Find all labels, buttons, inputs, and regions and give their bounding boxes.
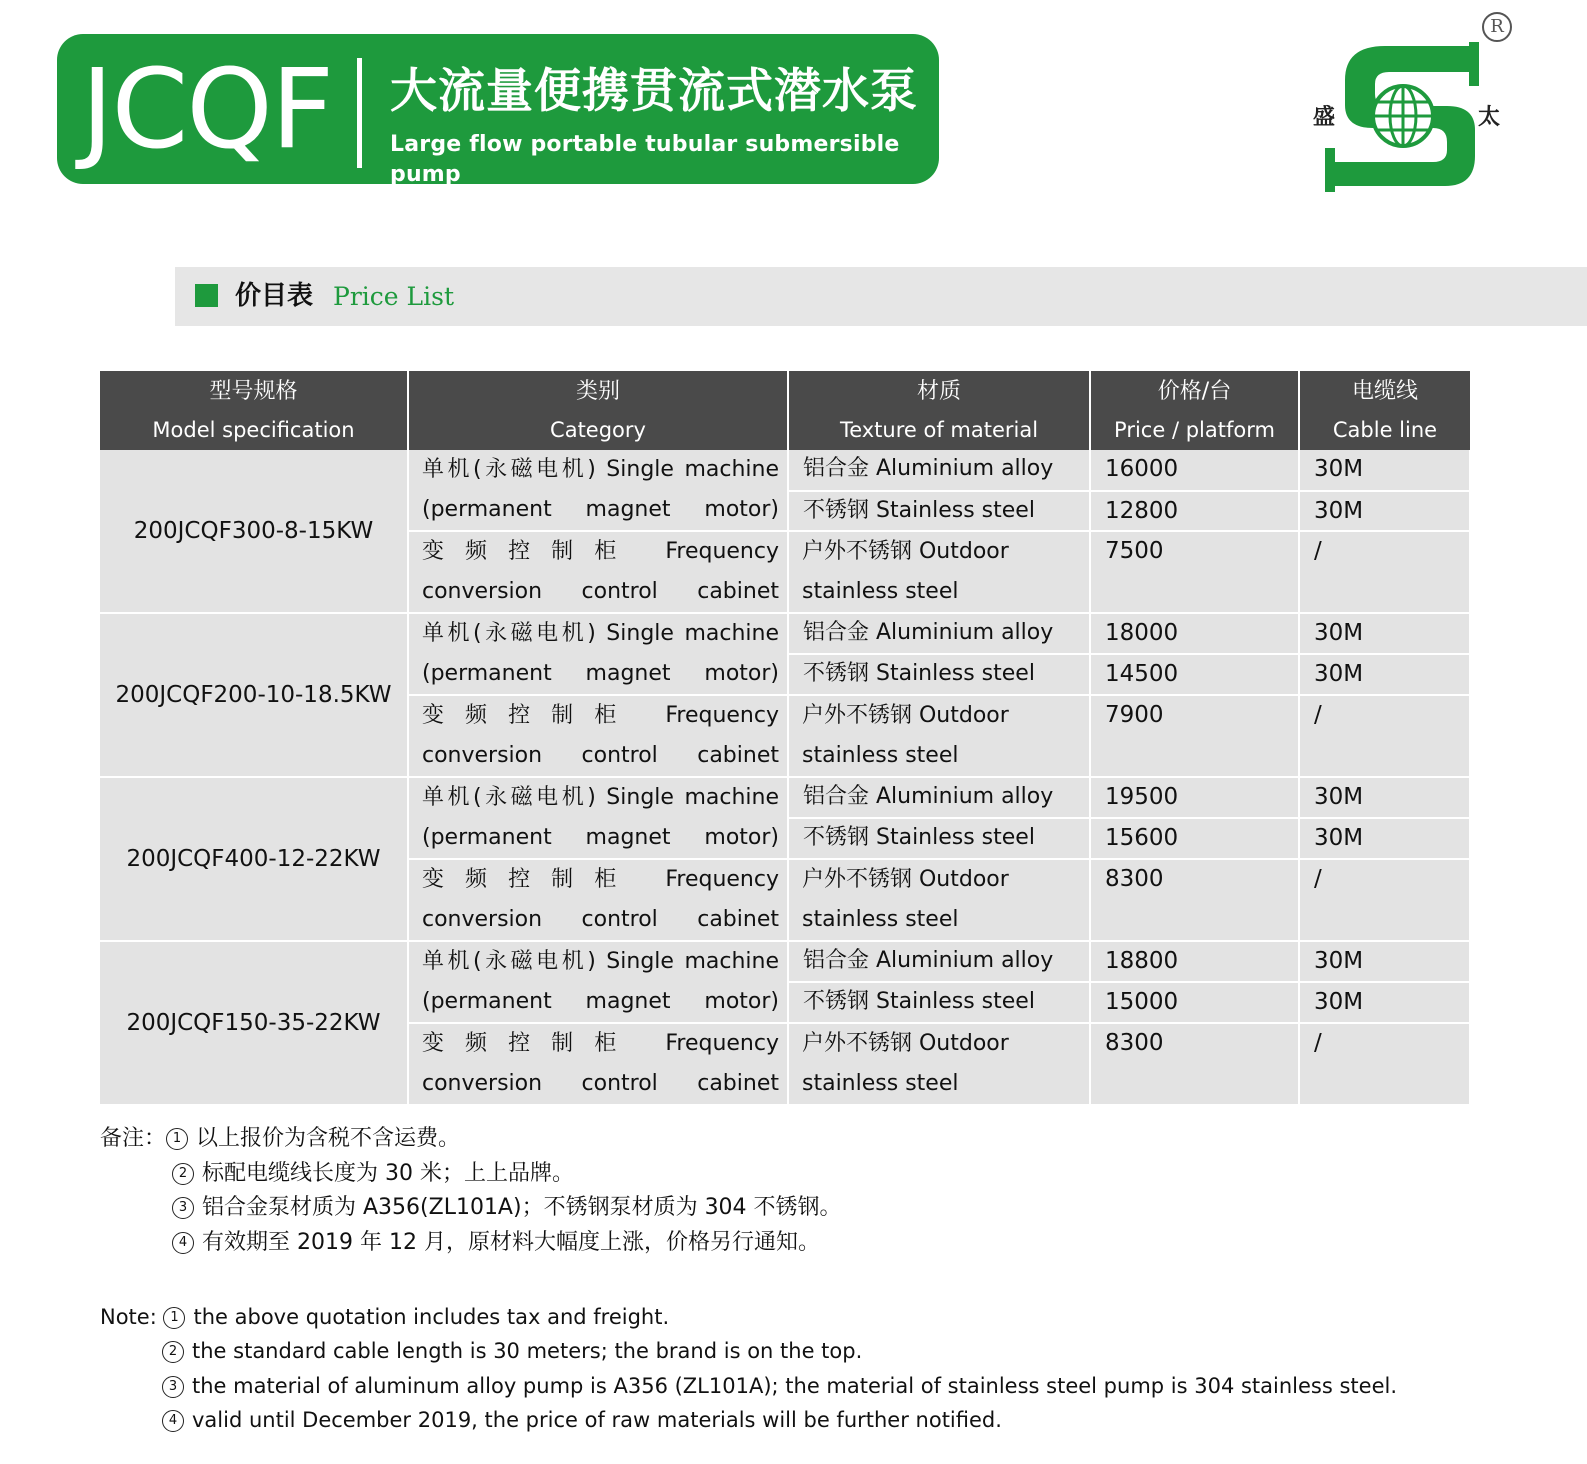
category-cell: 单机(永磁电机) Single machine (permanent magnet motor)	[408, 450, 788, 531]
header-price: 价格/台 Price / platform	[1090, 371, 1299, 450]
model-cell: 200JCQF300-8-15KW	[100, 450, 408, 613]
price-cell: 7500	[1090, 531, 1299, 613]
header-material: 材质 Texture of material	[788, 371, 1090, 450]
category-cell: 单机(永磁电机) Single machine (permanent magnet motor)	[408, 777, 788, 859]
note-en-row	[100, 1403, 1397, 1437]
banner-divider	[357, 58, 362, 168]
logo-char-left: 盛	[1313, 104, 1336, 130]
price-cell: 19500	[1090, 777, 1299, 818]
material-cell: 户外不锈钢 Outdoor stainless steel	[788, 1023, 1090, 1105]
note-en-text: valid until December 2019, the price of raw materials will be further notified.	[192, 1407, 1002, 1432]
notes-en	[100, 1300, 1397, 1437]
circled-number: 1	[163, 1307, 185, 1329]
material-cell: 不锈钢 Stainless steel	[788, 491, 1090, 532]
note-en-row	[100, 1369, 1397, 1403]
table-row	[100, 777, 1470, 818]
header-category: 类别 Category	[408, 371, 788, 450]
category-cell: 变频控制柜 Frequency conversion control cabinet	[408, 1023, 788, 1105]
material-cell: 户外不锈钢 Outdoor stainless steel	[788, 859, 1090, 941]
table-row	[100, 941, 1470, 982]
header-model: 型号规格 Model specification	[100, 371, 408, 450]
cable-cell: 30M	[1299, 941, 1470, 982]
category-cell: 单机(永磁电机) Single machine (permanent magnet motor)	[408, 941, 788, 1023]
product-title-en: Large flow portable tubular submersible pump	[390, 132, 900, 187]
circled-number: 3	[172, 1197, 194, 1219]
material-cell: 不锈钢 Stainless steel	[788, 818, 1090, 859]
circled-number: 3	[162, 1376, 184, 1398]
circled-number: 4	[172, 1232, 194, 1254]
notes-cn-label: 备注：	[100, 1126, 167, 1151]
price-cell: 8300	[1090, 859, 1299, 941]
note-cn-row	[100, 1157, 842, 1192]
note-cn-row	[100, 1122, 842, 1157]
price-cell: 12800	[1090, 491, 1299, 532]
cable-cell: 30M	[1299, 491, 1470, 532]
section-square-icon	[195, 284, 218, 307]
section-title-cn: 价目表	[235, 281, 314, 311]
note-cn-row	[100, 1191, 842, 1226]
cable-cell: /	[1299, 695, 1470, 777]
cable-cell: /	[1299, 1023, 1470, 1105]
category-cell: 变频控制柜 Frequency conversion control cabinet	[408, 859, 788, 941]
cable-cell: 30M	[1299, 982, 1470, 1023]
cable-cell: 30M	[1299, 450, 1470, 491]
table-header-row	[100, 371, 1470, 450]
cable-cell: 30M	[1299, 777, 1470, 818]
section-title-en: Price List	[333, 282, 454, 311]
material-cell: 户外不锈钢 Outdoor stainless steel	[788, 531, 1090, 613]
header-cable: 电缆线 Cable line	[1299, 371, 1470, 450]
category-cell: 单机(永磁电机) Single machine (permanent magnet motor)	[408, 613, 788, 695]
category-cell: 变频控制柜 Frequency conversion control cabinet	[408, 531, 788, 613]
model-cell: 200JCQF150-35-22KW	[100, 941, 408, 1105]
note-en-row	[100, 1334, 1397, 1368]
material-cell: 不锈钢 Stainless steel	[788, 982, 1090, 1023]
notes-cn	[100, 1122, 842, 1260]
price-cell: 18000	[1090, 613, 1299, 654]
model-cell: 200JCQF200-10-18.5KW	[100, 613, 408, 777]
price-cell: 8300	[1090, 1023, 1299, 1105]
note-en-text: the above quotation includes tax and freight.	[193, 1305, 670, 1329]
table-row	[100, 613, 1470, 654]
note-en-row	[100, 1300, 1397, 1334]
note-cn-text: 标配电缆线长度为 30 米；上上品牌。	[202, 1160, 574, 1186]
price-list-section-bar	[175, 267, 1587, 326]
price-cell: 15600	[1090, 818, 1299, 859]
circled-number: 2	[172, 1163, 194, 1185]
note-cn-text: 以上报价为含税不含运费。	[196, 1126, 461, 1151]
circled-number: 1	[166, 1128, 188, 1150]
note-en-text: the standard cable length is 30 meters; the brand is on the top.	[192, 1339, 863, 1364]
product-title-cn: 大流量便携贯流式潜水泵	[390, 64, 918, 119]
material-cell: 铝合金 Aluminium alloy	[788, 450, 1090, 491]
price-cell: 18800	[1090, 941, 1299, 982]
material-cell: 铝合金 Aluminium alloy	[788, 941, 1090, 982]
product-code: JCQF	[81, 45, 333, 173]
price-cell: 14500	[1090, 654, 1299, 695]
price-table	[100, 371, 1471, 1106]
material-cell: 铝合金 Aluminium alloy	[788, 613, 1090, 654]
logo-char-right: 太	[1478, 104, 1501, 130]
model-cell: 200JCQF400-12-22KW	[100, 777, 408, 941]
price-cell: 16000	[1090, 450, 1299, 491]
registered-mark: R	[1482, 12, 1512, 42]
note-cn-row	[100, 1226, 842, 1261]
material-cell: 户外不锈钢 Outdoor stainless steel	[788, 695, 1090, 777]
material-cell: 不锈钢 Stainless steel	[788, 654, 1090, 695]
cable-cell: 30M	[1299, 654, 1470, 695]
category-cell: 变频控制柜 Frequency conversion control cabinet	[408, 695, 788, 777]
note-cn-text: 铝合金泵材质为 A356(ZL101A)；不锈钢泵材质为 304 不锈钢。	[202, 1195, 842, 1220]
circled-number: 4	[162, 1410, 184, 1432]
cable-cell: /	[1299, 859, 1470, 941]
price-cell: 7900	[1090, 695, 1299, 777]
cable-cell: 30M	[1299, 818, 1470, 859]
notes-en-label: Note:	[100, 1305, 157, 1329]
cable-cell: 30M	[1299, 613, 1470, 654]
note-en-text: the material of aluminum alloy pump is A356 (ZL101A); the material of stainless steel pump is 304 stainless steel.	[192, 1373, 1398, 1398]
material-cell: 铝合金 Aluminium alloy	[788, 777, 1090, 818]
table-row	[100, 450, 1470, 491]
title-banner	[57, 34, 939, 187]
circled-number: 2	[162, 1341, 184, 1363]
price-cell: 15000	[1090, 982, 1299, 1023]
cable-cell: /	[1299, 531, 1470, 613]
note-cn-text: 有效期至 2019 年 12 月，原材料大幅度上涨，价格另行通知。	[202, 1229, 820, 1255]
